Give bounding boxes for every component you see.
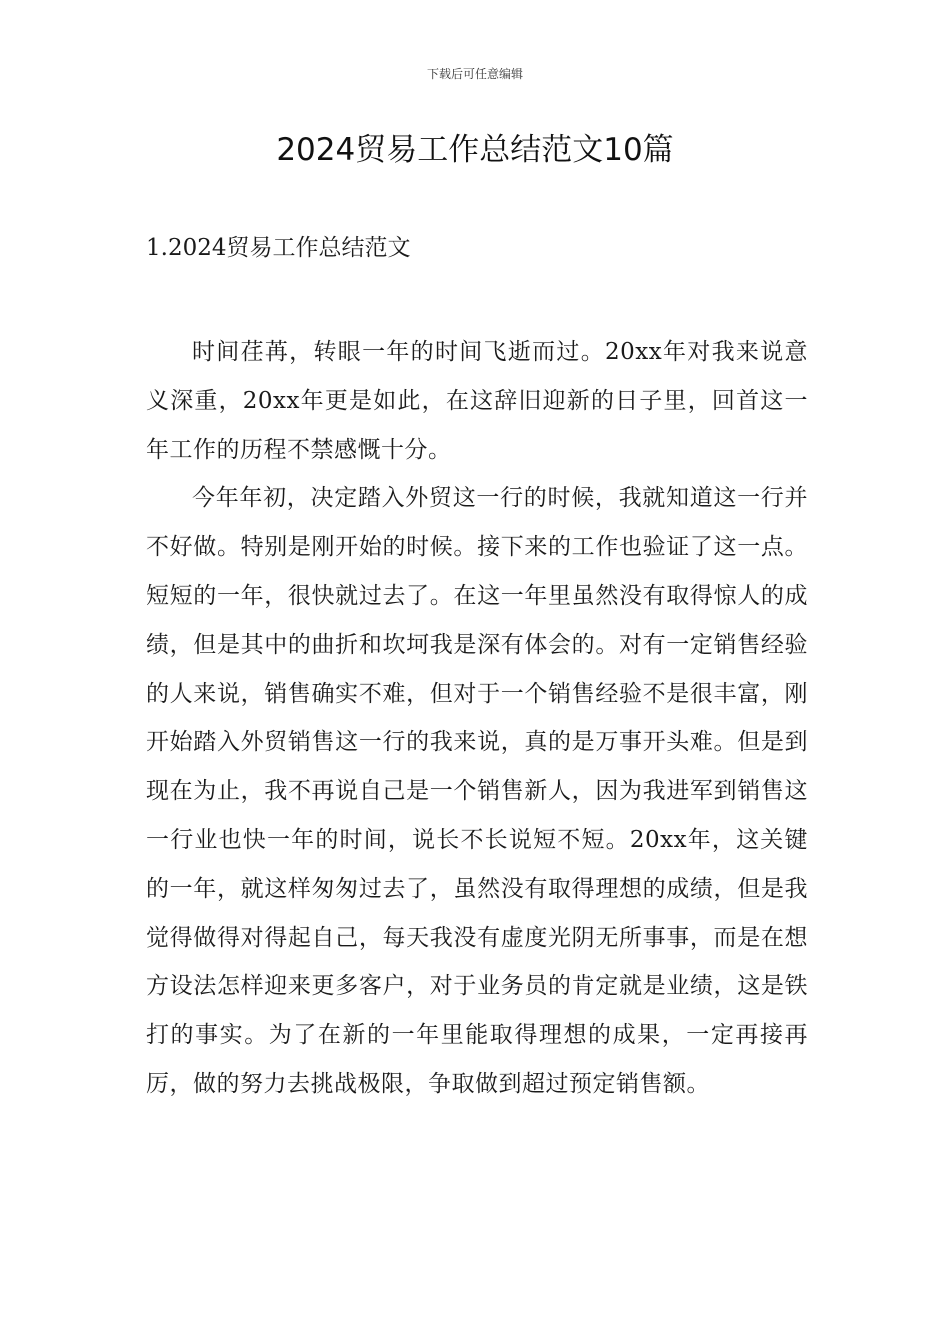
document-body	[146, 328, 808, 1109]
section-heading: 1.2024贸易工作总结范文	[146, 235, 411, 261]
document-title: 2024贸易工作总结范文10篇	[276, 132, 674, 168]
page-header-note: 下载后可任意编辑	[426, 67, 523, 81]
paragraph-2: 今年年初，决定踏入外贸这一行的时候，我就知道这一行并不好做。特别是刚开始的时候。接下来的工作也验证了这一点。短短的一年，很快就过去了。在这一年里虽然没有取得惊人的成绩，但是其中的曲折和坎坷我是深有体会的。对有一定销售经验的人来说，销售确实不难，但对于一个销售经验不是很丰富，刚开始踏入外贸销售这一行的我来说，真的是万事开头难。但是到现在为止，我不再说自己是一个销售新人，因为我进军到销售这一行业也快一年的时间，说长不长说短不短。20xx年，这关键的一年，就这样匆匆过去了，虽然没有取得理想的成绩，但是我觉得做得对得起自己，每天我没有虚度光阴无所事事，而是在想方设法怎样迎来更多客户，对于业务员的肯定就是业绩，这是铁打的事实。为了在新的一年里能取得理想的成果，一定再接再厉，做的努力去挑战极限，争取做到超过预定销售额。	[146, 485, 808, 1097]
paragraph-1: 时间荏苒，转眼一年的时间飞逝而过。20xx年对我来说意义深重，20xx年更是如此，在这辞旧迎新的日子里，回首这一年工作的历程不禁感慨十分。	[146, 339, 808, 463]
